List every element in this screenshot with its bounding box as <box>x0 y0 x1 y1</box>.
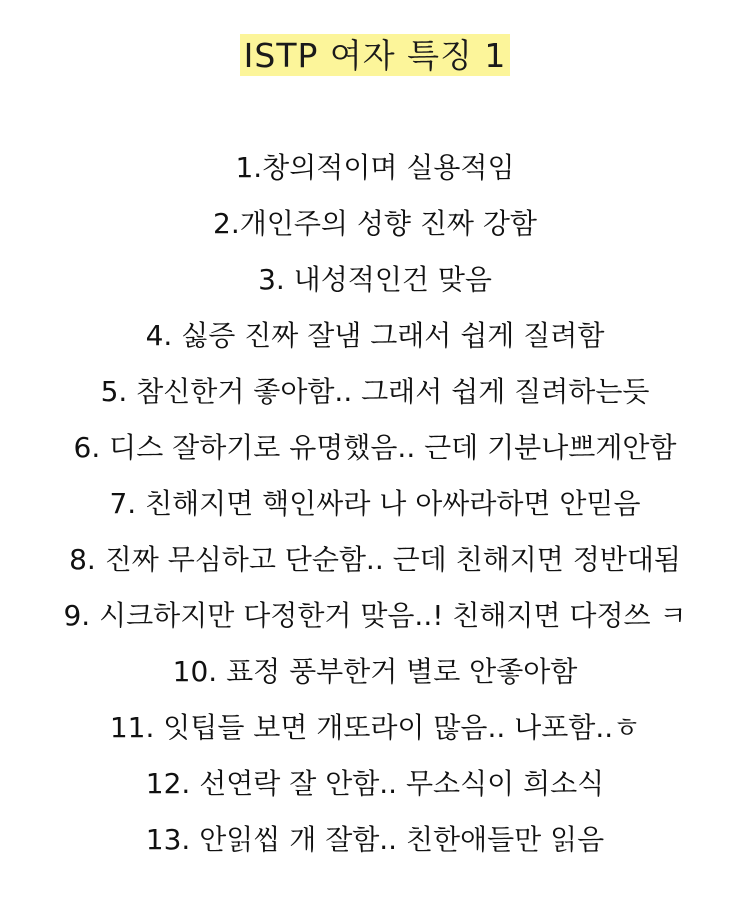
page-title: ISTP 여자 특징 1 <box>240 34 511 76</box>
list-item: 3. 내성적인건 맞음 <box>258 263 492 296</box>
list-item: 9. 시크하지만 다정한거 맞음..! 친해지면 다정쓰 ㅋ <box>63 599 687 632</box>
list-item: 1.창의적이며 실용적임 <box>235 151 515 184</box>
list-item: 11. 잇팁들 보면 개또라이 많음.. 나포함..ㅎ <box>109 711 641 744</box>
list-item: 12. 선연락 잘 안함.. 무소식이 희소식 <box>145 767 605 800</box>
list-item: 8. 진짜 무심하고 단순함.. 근데 친해지면 정반대됨 <box>69 543 681 576</box>
list-item: 2.개인주의 성향 진짜 강함 <box>213 207 537 240</box>
list-item: 10. 표정 풍부한거 별로 안좋아함 <box>172 655 578 688</box>
title-container <box>0 34 750 76</box>
list-item: 6. 디스 잘하기로 유명했음.. 근데 기분나쁘게안함 <box>73 431 677 464</box>
list-item: 7. 친해지면 핵인싸라 나 아싸라하면 안믿음 <box>109 487 641 520</box>
list-item: 4. 싫증 진짜 잘냄 그래서 쉽게 질려함 <box>145 319 605 352</box>
list-item: 5. 참신한거 좋아함.. 그래서 쉽게 질려하는듯 <box>100 375 650 408</box>
list-item: 13. 안읽씹 개 잘함.. 친한애들만 읽음 <box>145 823 605 856</box>
trait-list <box>0 140 750 868</box>
